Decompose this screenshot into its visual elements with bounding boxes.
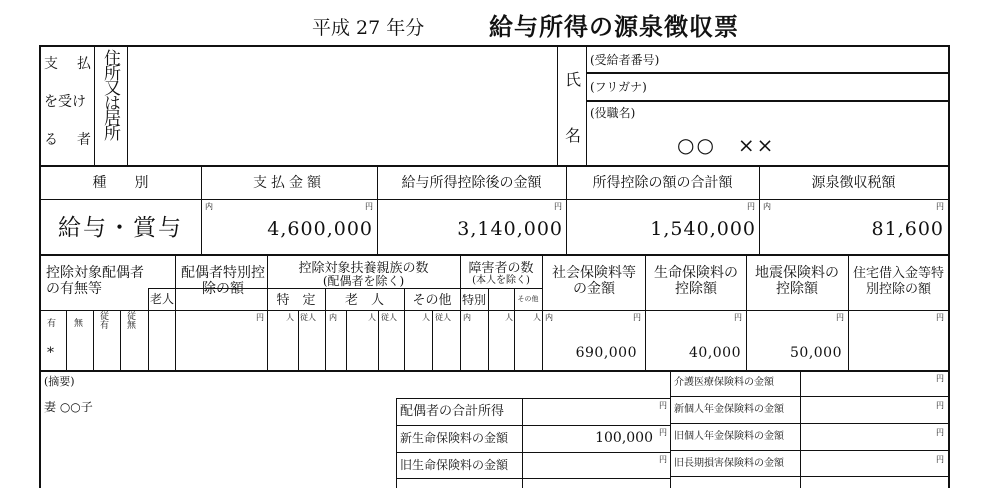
payer-label-mono: 者 [77, 132, 91, 148]
payer-label-shi: 支 [44, 56, 58, 72]
dependents-title: 控除対象扶養親族の数 [298, 261, 429, 276]
yen-old-longterm: 円 [936, 455, 944, 464]
spouse-existence-label: 控除対象配偶者の有無等 [46, 265, 144, 297]
remarks-label: (摘要) [44, 375, 75, 388]
position-label: (役職名) [590, 106, 636, 120]
amount-total-deduction: 1,540,000 [650, 218, 756, 240]
life-value: 40,000 [689, 345, 741, 361]
yen-payment: 円 [365, 202, 373, 211]
yen-after: 円 [554, 202, 562, 211]
uchi-withholding: 内 [763, 202, 771, 211]
new-life-ins-label: 新生命保険料の金額 [400, 431, 509, 445]
col-nashi: 無 [74, 319, 84, 329]
sonota-small-label: その他 [517, 295, 539, 303]
rojin2-label: 老 人 [344, 293, 384, 308]
name-label-mei: 名 [565, 126, 582, 145]
header-withholding: 源泉徴収税額 [811, 175, 896, 191]
dependents-sub: (配偶者を除く) [322, 274, 405, 288]
header-total-deduction: 所得控除の額の合計額 [592, 175, 733, 191]
furigana-label: (フリガナ) [590, 80, 647, 94]
nin-tokutei: 人 [286, 313, 294, 322]
spouse-income-label: 配偶者の合計所得 [400, 404, 505, 419]
yen-new-pension: 円 [936, 401, 944, 410]
header-type: 種 別 [92, 175, 149, 191]
yen-withholding: 円 [936, 202, 944, 211]
uchi-disabled: 内 [463, 313, 471, 322]
yen-housing: 円 [936, 313, 944, 322]
col-juu-nashi: 従無 [127, 312, 137, 331]
life-ins-label: 生命保険料の控除額 [654, 265, 738, 297]
disabled-title: 障害者の数 [468, 261, 534, 276]
old-pension-label: 旧個人年金保険料の金額 [674, 431, 784, 442]
payer-label-ru: る [44, 132, 58, 148]
rojin-label: 老人 [150, 292, 175, 306]
amount-withholding: 81,600 [871, 218, 944, 240]
col-ari: 有 [47, 319, 57, 329]
amount-payment: 4,600,000 [267, 218, 373, 240]
header-payment: 支払金額 [253, 175, 325, 191]
junin-rojin: 従人 [381, 313, 397, 322]
social-value: 690,000 [575, 345, 637, 361]
old-longterm-label: 旧長期損害保険料の金額 [674, 458, 784, 469]
yen-care: 円 [936, 374, 944, 383]
new-life-ins-value: 100,000 [595, 430, 653, 446]
yen-old-pension: 円 [936, 428, 944, 437]
year-label: 平成 27 年分 [312, 17, 425, 39]
nin-rojin: 人 [368, 313, 376, 322]
nin-sonota: 人 [422, 313, 430, 322]
address-label: 住所又は居所 [100, 49, 120, 139]
document-title: 給与所得の源泉徴収票 [489, 13, 739, 41]
name-label-shi: 氏 [565, 70, 582, 89]
housing-label: 住宅借入金等特別控除の額 [852, 266, 944, 297]
spouse-special-label: 配偶者特別控除の額 [181, 265, 265, 297]
recipient-name: ○○ ×× [677, 133, 776, 157]
uchi-social: 内 [545, 313, 553, 322]
type-value: 給与・賞与 [58, 215, 183, 241]
amount-after-deduction: 3,140,000 [457, 218, 563, 240]
yen-new-life: 円 [659, 428, 667, 437]
uchi-rojin: 内 [329, 313, 337, 322]
payer-label-harai: 払 [77, 56, 91, 72]
recipient-no-label: (受給者番号) [590, 53, 660, 67]
remarks-text: 妻 ○○子 [44, 400, 93, 414]
sonota-label: その他 [412, 293, 452, 308]
uchi-payment: 内 [205, 202, 213, 211]
nin-sonota-disabled: 人 [533, 313, 541, 322]
junin-sonota: 従人 [435, 313, 451, 322]
header-after-deduction: 給与所得控除後の金額 [401, 175, 542, 191]
new-pension-label: 新個人年金保険料の金額 [674, 404, 784, 415]
yen-spouse-income: 円 [659, 401, 667, 410]
payer-label-wouke: を受け [44, 94, 86, 110]
quake-ins-label: 地震保険料の控除額 [755, 265, 839, 297]
junin-tokutei: 従人 [300, 313, 316, 322]
quake-value: 50,000 [790, 345, 842, 361]
old-life-ins-label: 旧生命保険料の金額 [400, 458, 509, 472]
care-ins-label: 介護医療保険料の金額 [674, 377, 774, 388]
yen-old-life: 円 [659, 455, 667, 464]
yen-spouse-special: 円 [256, 313, 264, 322]
yen-quake: 円 [836, 313, 844, 322]
tokubetsu-label: 特別 [461, 293, 486, 307]
yen-social: 円 [633, 313, 641, 322]
col-juu-ari: 従有 [100, 312, 110, 331]
spouse-mark: * [47, 345, 54, 361]
tokutei-label: 特 定 [276, 293, 316, 308]
disabled-sub: (本人を除く) [472, 275, 530, 286]
social-ins-label: 社会保険料等の金額 [552, 265, 636, 297]
nin-tokubetsu: 人 [505, 313, 513, 322]
yen-total: 円 [747, 202, 755, 211]
yen-life: 円 [734, 313, 742, 322]
